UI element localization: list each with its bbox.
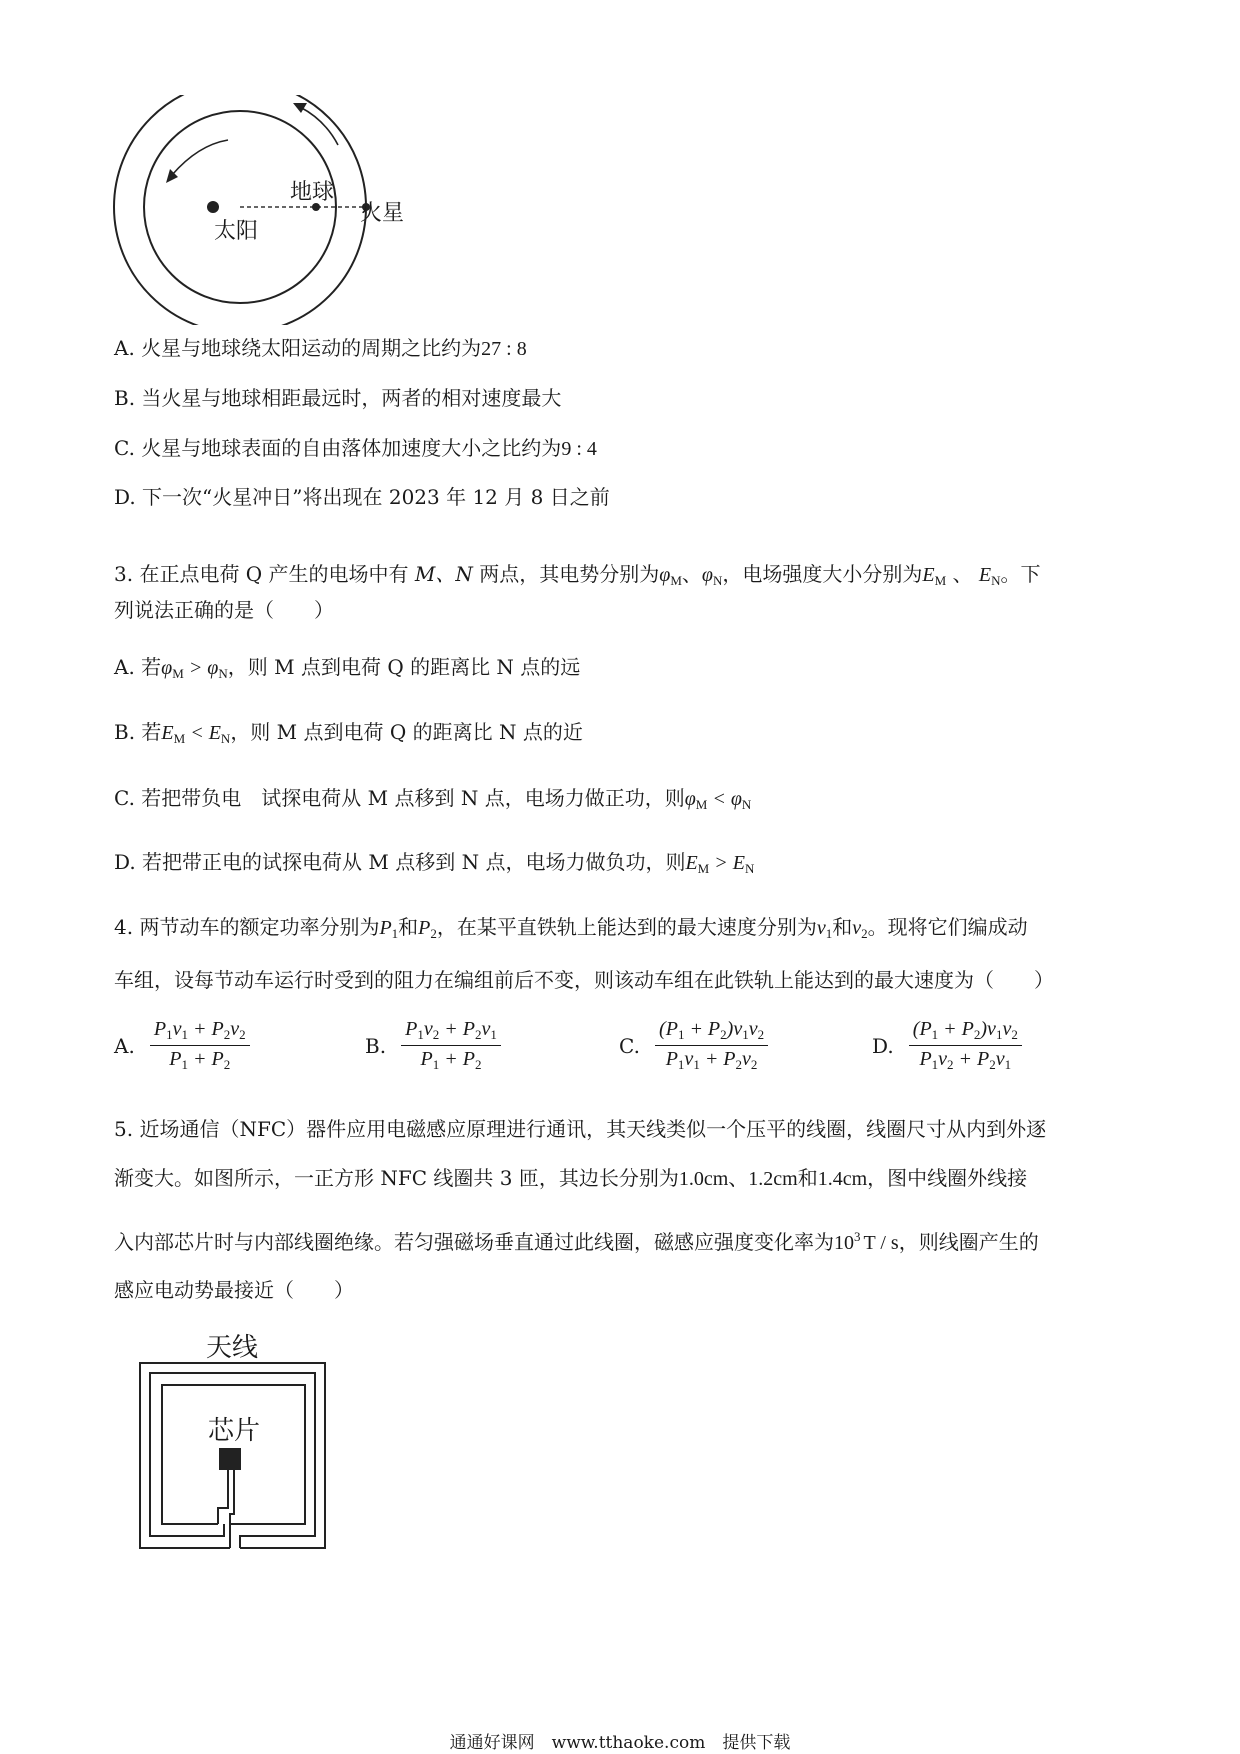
mars-arrow-head (293, 103, 307, 113)
earth-direction-arrow (172, 140, 228, 175)
q4-option-c: C. $\frac{(P_1 + P_2)v_1v_2}{P_1v_1 + P_2v_2}$ (619, 1018, 768, 1073)
chip-square (219, 1448, 241, 1470)
q3-option-a: A. 若$\varphi_M > \varphi_N$，则 M 点到电荷 Q 的距离比 N 点的远 (114, 655, 581, 681)
sun-dot (207, 201, 219, 213)
q5-line3: 入内部芯片时与内部线圈绝缘。若匀强磁场垂直通过此线圈，磁感应强度变化率为$10^3$ T / s，则线圈产生的 (114, 1229, 1039, 1254)
q4-option-d-formula: $\frac{(P_1 + P_2)v_1v_2}{P_1v_2 + P_2v_1}$ (909, 1018, 1022, 1073)
q5-line2: 渐变大。如图所示，一正方形 NFC 线圈共 3 匝，其边长分别为1.0cm、1.2cm和1.4cm，图中线圈外线接 (114, 1166, 1028, 1190)
q2-option-d: D. 下一次“火星冲日”将出现在 2023 年 12 月 8 日之前 (114, 485, 610, 509)
chip-lead-wire (218, 1468, 228, 1524)
q2-option-b: B. 当火星与地球相距最远时，两者的相对速度最大 (114, 386, 562, 410)
antenna-label: 天线 (206, 1333, 259, 1363)
q4-stem-line1: 4. 两节动车的额定功率分别为$P_1$和$P_2$，在某平直铁轨上能达到的最大速度分别为$v_1$和$v_2$。现将它们编成动 (114, 915, 1028, 941)
q2-option-a: A. 火星与地球绕太阳运动的周期之比约为27 : 8 (114, 336, 527, 360)
q5-line4: 感应电动势最接近（ ） (114, 1278, 354, 1302)
page-footer: 通通好课网 www.tthaoke.com 提供下载 (449, 1733, 791, 1753)
q3-stem-line2: 列说法正确的是（ ） (114, 598, 334, 622)
q4-option-c-formula: $\frac{(P_1 + P_2)v_1v_2}{P_1v_1 + P_2v_2}$ (655, 1018, 768, 1073)
q2-option-c: C. 火星与地球表面的自由落体加速度大小之比约为9 : 4 (114, 436, 597, 460)
q4-option-b: B. $\frac{P_1v_2 + P_2v_1}{P_1 + P_2}$ (365, 1018, 501, 1073)
nfc-coil-figure (130, 1358, 335, 1558)
q5-line1: 5. 近场通信（NFC）器件应用电磁感应原理进行通讯，其天线类似一个压平的线圈，线圈尺寸从内到外逐 (114, 1117, 1047, 1141)
chip-lead-wire-outer (230, 1468, 234, 1548)
q4-option-b-formula: $\frac{P_1v_2 + P_2v_1}{P_1 + P_2}$ (401, 1018, 501, 1073)
q4-option-a-formula: $\frac{P_1v_1 + P_2v_2}{P_1 + P_2}$ (150, 1018, 250, 1073)
mars-label: 火星 (360, 201, 405, 226)
q4-option-a: A. $\frac{P_1v_1 + P_2v_2}{P_1 + P_2}$ (114, 1018, 250, 1073)
sun-label: 太阳 (214, 219, 259, 244)
q3-option-c: C. 若把带负电 试探电荷从 M 点移到 N 点，电场力做正功，则$\varphi_M < \varphi_N$ (114, 786, 752, 812)
chip-label: 芯片 (208, 1416, 261, 1446)
mars-direction-arrow (300, 107, 338, 145)
q4-stem-line2: 车组，设每节动车运行时受到的阻力在编组前后不变，则该动车组在此铁轨上能达到的最大速度为（ ） (114, 968, 1054, 992)
q4-option-d: D. $\frac{(P_1 + P_2)v_1v_2}{P_1v_2 + P_2v_1}$ (872, 1018, 1022, 1073)
q3-option-b: B. 若$E_M < E_N$，则 M 点到电荷 Q 的距离比 N 点的近 (114, 720, 583, 746)
q3-stem-line1: 3. 在正点电荷 Q 产生的电场中有 M、N 两点，其电势分别为$\varphi_M$、$\varphi_N$，电场强度大小分别为$E_M$ 、 $E_N$。下 (114, 562, 1041, 588)
earth-label: 地球 (290, 180, 335, 205)
q3-option-d: D. 若把带正电的试探电荷从 M 点移到 N 点，电场力做负功，则$E_M > E_N$ (114, 850, 755, 876)
